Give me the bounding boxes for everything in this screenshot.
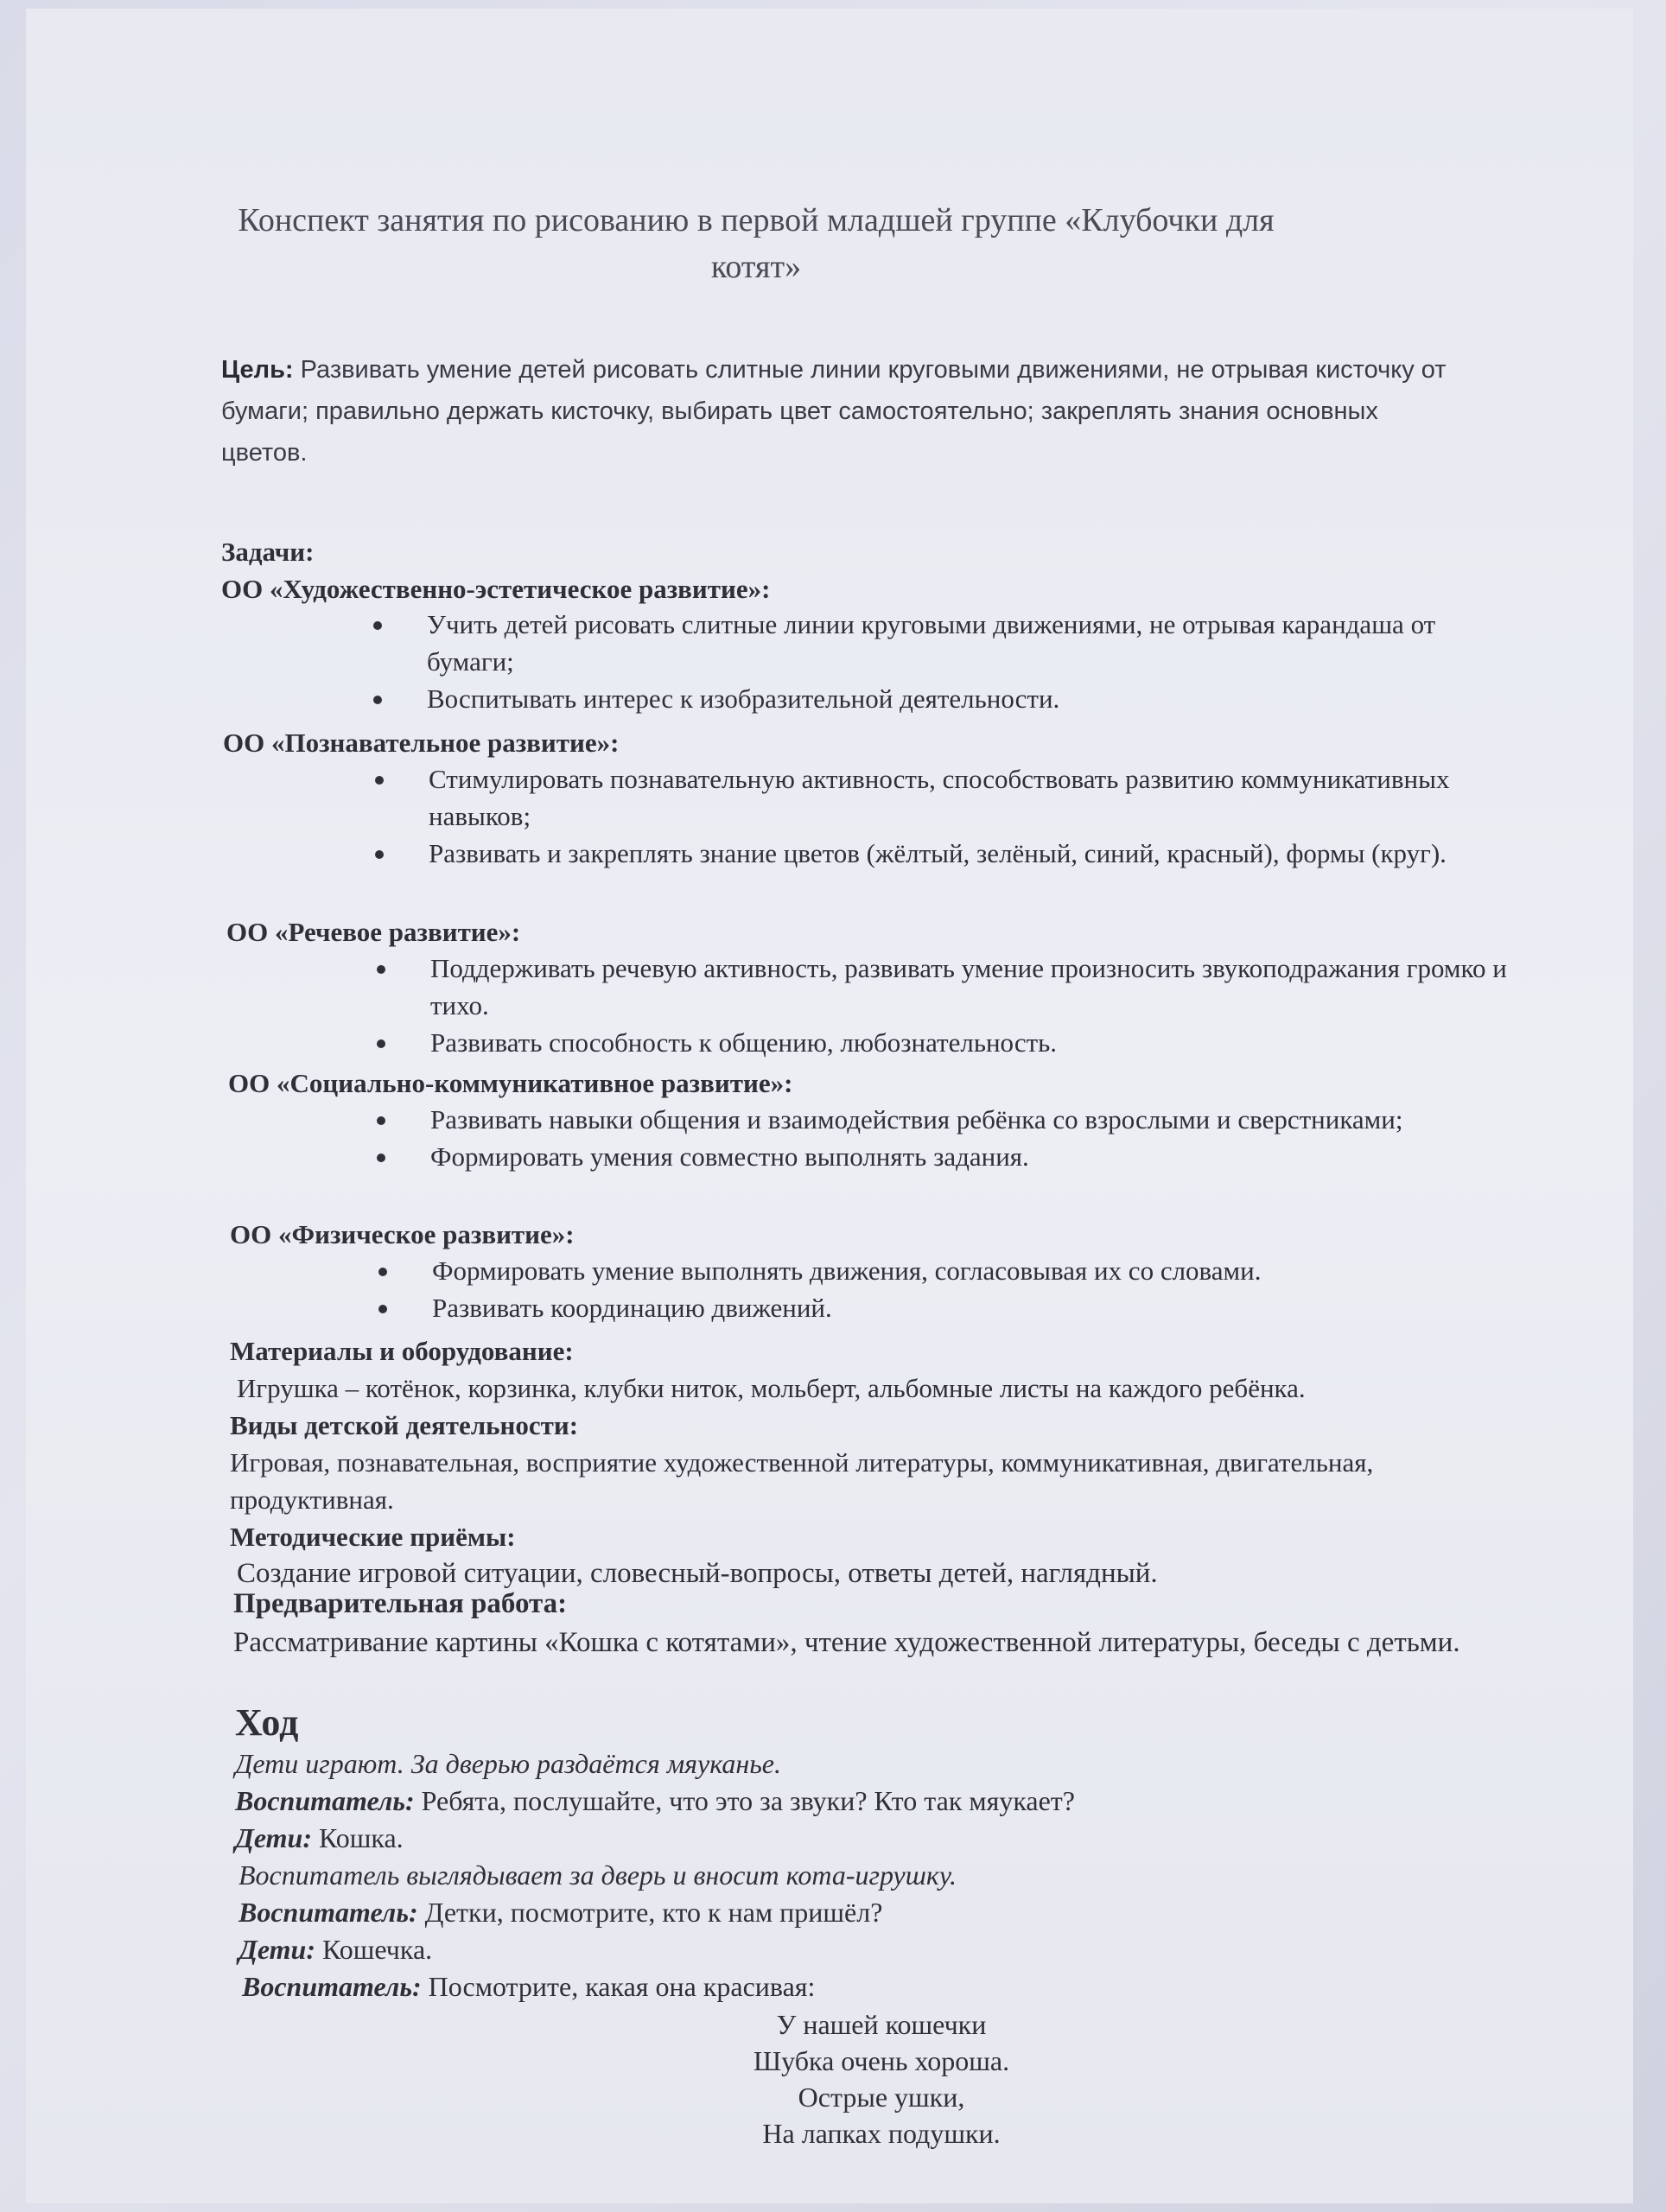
section-heading: ОО «Познавательное развитие»: bbox=[223, 728, 620, 758]
bullet-icon bbox=[373, 696, 382, 704]
bullet-icon bbox=[377, 1039, 385, 1048]
poem-line: На лапках подушки. bbox=[762, 2118, 1001, 2149]
bullet-icon bbox=[373, 621, 382, 630]
list-item: Воспитывать интерес к изобразительной деятельности. bbox=[373, 680, 1523, 717]
list-item: Формировать умения совместно выполнять задания. bbox=[377, 1138, 1526, 1175]
list-item: Поддерживать речевую активность, развивать умение произносить звукоподражания громко и тихо. bbox=[377, 950, 1526, 1024]
task-list bbox=[375, 760, 1524, 872]
tasks-block bbox=[221, 533, 1517, 607]
methods-text: Создание игровой ситуации, словесный-вопросы, ответы детей, наглядный. bbox=[237, 1558, 1158, 1589]
poem bbox=[665, 2006, 1097, 2152]
poem-line: У нашей кошечки bbox=[776, 2009, 987, 2040]
materials-block bbox=[230, 1332, 1526, 1592]
bullet-icon bbox=[375, 776, 384, 785]
prework-text: Рассматривание картины «Кошка с котятами», чтение художественной литературы, беседы с детьми. bbox=[233, 1627, 1460, 1658]
dialogue-line: Воспитатель: Посмотрите, какая она красивая: bbox=[242, 1971, 816, 2002]
dialogue-line: Дети: Кошка. bbox=[235, 1822, 404, 1853]
dialogue-line: Воспитатель: Детки, посмотрите, кто к нам пришёл? bbox=[238, 1897, 883, 1928]
task-list bbox=[373, 606, 1523, 717]
bullet-icon bbox=[377, 1116, 385, 1125]
list-item: Учить детей рисовать слитные линии круговыми движениями, не отрывая карандаша от бумаги; bbox=[373, 606, 1523, 680]
stage-direction: Воспитатель выглядывает за дверь и вносит кота-игрушку. bbox=[238, 1859, 957, 1891]
hod-block bbox=[235, 1700, 1531, 2005]
activities-text: Игровая, познавательная, восприятие художественной литературы, коммуникативная, двигательная, продуктивная. bbox=[230, 1447, 1374, 1515]
list-item: Развивать и закреплять знание цветов (жёлтый, зелёный, синий, красный), формы (круг). bbox=[375, 835, 1524, 872]
list-item: Развивать координацию движений. bbox=[378, 1289, 1528, 1326]
bullet-icon bbox=[375, 850, 384, 859]
stage-direction: Дети играют. За дверью раздаётся мяуканье. bbox=[235, 1748, 781, 1779]
section-heading: ОО «Художественно-эстетическое развитие»: bbox=[221, 574, 771, 604]
bullet-icon bbox=[378, 1305, 387, 1313]
materials-text: Игрушка – котёнок, корзинка, клубки ниток, мольберт, альбомные листы на каждого ребёнка. bbox=[237, 1373, 1306, 1403]
prework-block bbox=[233, 1585, 1529, 1662]
tasks-heading: Задачи: bbox=[221, 537, 315, 567]
bullet-icon bbox=[378, 1268, 387, 1276]
goal-text: Развивать умение детей рисовать слитные линии круговыми движениями, не отрывая кисточку от бумаги; правильно держать кисточку, выбирать цвет самостоятельно; закреплять знания основных цветов. bbox=[221, 356, 1447, 467]
dialogue-line: Дети: Кошечка. bbox=[238, 1934, 433, 1965]
goal-label: Цель: bbox=[221, 356, 294, 384]
task-list bbox=[378, 1252, 1528, 1326]
poem-line: Острые ушки, bbox=[798, 2082, 965, 2113]
methods-heading: Методические приёмы: bbox=[230, 1522, 516, 1552]
hod-heading: Ход bbox=[235, 1701, 299, 1744]
task-list bbox=[377, 950, 1526, 1061]
section-heading: ОО «Речевое развитие»: bbox=[226, 917, 521, 947]
section-heading: ОО «Социально-коммуникативное развитие»: bbox=[228, 1068, 793, 1098]
document-title: Конспект занятия по рисованию в первой младшей группе «Клубочки для котят» bbox=[238, 202, 1275, 285]
materials-heading: Материалы и оборудование: bbox=[230, 1336, 574, 1366]
activities-heading: Виды детской деятельности: bbox=[230, 1410, 579, 1440]
list-item: Формировать умение выполнять движения, согласовывая их со словами. bbox=[378, 1252, 1528, 1289]
list-item: Развивать навыки общения и взаимодействия ребёнка со взрослыми и сверстниками; bbox=[377, 1101, 1526, 1138]
bullet-icon bbox=[377, 1154, 385, 1162]
section-heading: ОО «Физическое развитие»: bbox=[230, 1219, 575, 1249]
goal-paragraph bbox=[221, 349, 1466, 474]
poem-line: Шубка очень хороша. bbox=[753, 2045, 1010, 2076]
dialogue-line: Воспитатель: Ребята, послушайте, что это за звуки? Кто так мяукает? bbox=[235, 1785, 1075, 1816]
list-item: Развивать способность к общению, любознательность. bbox=[377, 1024, 1526, 1061]
task-list bbox=[377, 1101, 1526, 1175]
prework-heading: Предварительная работа: bbox=[233, 1588, 568, 1619]
bullet-icon bbox=[377, 965, 385, 974]
list-item: Стимулировать познавательную активность, способствовать развитию коммуникативных навыков; bbox=[375, 760, 1524, 835]
